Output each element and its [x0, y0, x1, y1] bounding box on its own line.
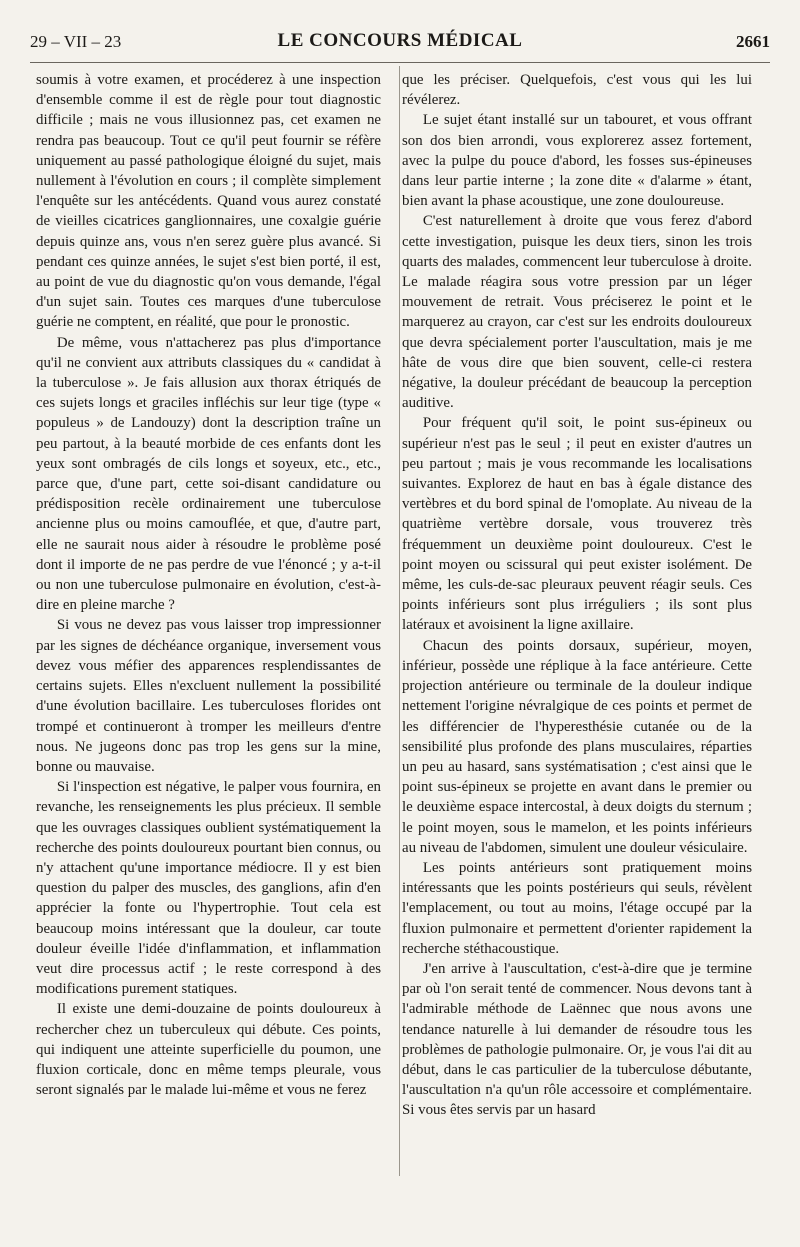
paragraph: Si l'inspection est négative, le palper vous fournira, en revanche, les renseignements les plus précieux. Il semble que les ouvrages classiques oublient systématiquement la recherche des points douloureux pourtant bien connus, ou n'y attachent qu'une importance médiocre. Il y est bien question du palper des muscles, des ganglions, afin d'en apprécier la fonte ou l'hypertrophie. Tout cela est beaucoup moins intéressant que la douleur, car toute douleur éveille l'idée d'inflammation, et inflammation veut dire processus actif ; le reste correspond à des modifications purement statiques.	[36, 779, 381, 998]
header-rule	[30, 62, 770, 63]
paragraph: C'est naturellement à droite que vous ferez d'abord cette investigation, puisque les deux tiers, sinon les trois quarts des malades, commencent leur tuberculose à droite. Le malade réagira sous votre pression par un léger mouvement de retrait. Vous préciserez le point et le marquerez au crayon, car c'est sur les endroits douloureux que devra spécialement porter l'auscultation, mais je me hâte de vous dire que bien souvent, celle-ci restera négative, la douleur précédant de beaucoup la perception auditive.	[402, 213, 752, 412]
page-number: 2661	[736, 32, 770, 51]
paragraph: que les préciser. Quelquefois, c'est vous qui les lui révélerez.	[402, 72, 752, 109]
page-header	[30, 28, 770, 62]
paragraph: Chacun des points dorsaux, supérieur, moyen, inférieur, possède une réplique à la face antérieure. Cette projection antérieure ou terminale de la douleur indique nettement l'origine névralgique de ces points et permet de les différencier de l'hyperesthésie cutanée ou de la sensibilité plus profonde des plans musculaires, réparties un peu au hasard, sans systématisation ; c'est ainsi que le point sus-épineux se projette en avant dans le premier ou le deuxième espace intercostal, à deux doigts du sternum ; le point moyen, sous le mamelon, et les points inférieurs au niveau de l'abdomen, simulent une douleur vésiculaire.	[402, 637, 752, 856]
right-column	[402, 70, 752, 1121]
column-divider	[399, 66, 400, 1176]
paragraph: soumis à votre examen, et procéderez à une inspection d'ensemble comme il est de règle pour tout diagnostic difficile ; mais ne vous illusionnez pas, cet examen ne rendra pas beaucoup. Tout ce qu'il peut fournir se réfère uniquement au passé pathologique éloigné du sujet, mais nullement à l'évolution en cours ; il complète simplement l'enquête sur les antécédents. Quand vous aurez constaté de vieilles cicatrices ganglionnaires, une coxalgie guérie depuis quinze ans, vous n'en serez guère plus avancé. Si pendant ces quinze années, le sujet s'est bien porté, il est, au point de vue du diagnostic qu'on vous demande, l'égal d'un sujet sain. Toutes ces marques d'une tuberculose guérie ne comptent, en réalité, que pour le pronostic.	[36, 72, 381, 331]
paragraph: J'en arrive à l'auscultation, c'est-à-dire que je termine par où l'on serait tenté de commencer. Nous devons tant à l'admirable méthode de Laënnec que nous avons une tendance naturelle à lui demander de résoudre tous les problèmes de pathologie pulmonaire. Or, je vous l'ai dit au début, dans le cas particulier de la tuberculose débutante, l'auscultation n'a qu'un rôle accessoire et complémentaire. Si vous êtes servis par un hasard	[402, 960, 752, 1119]
paragraph: Les points antérieurs sont pratiquement moins intéressants que les points postérieurs qui seuls, révèlent l'emplacement, ou tout au moins, l'étage occupé par la fluxion pulmonaire et permettent d'orienter rapidement la recherche stéthacoustique.	[402, 859, 752, 957]
paragraph: Le sujet étant installé sur un tabouret, et vous offrant son dos bien arrondi, vous explorerez assez fortement, avec la pulpe du pouce d'abord, les fosses sus-épineuses dans leur partie interne ; la zone dite « d'alarme » étant, bien avant la phase acoustique, une zone douloureuse.	[402, 112, 752, 210]
journal-title: LE CONCOURS MÉDICAL	[277, 30, 523, 51]
paragraph: Si vous ne devez pas vous laisser trop impressionner par les signes de déchéance organique, inversement vous devez vous méfier des apparences resplendissantes de certains sujets. Elles n'excluent nullement la possibilité d'une évolution bacillaire. Les tuberculoses florides ont trompé et continueront à tromper les meilleurs d'entre nous. Ne jugeons donc pas trop les gens sur la mine, bonne ou mauvaise.	[36, 617, 381, 775]
left-column	[36, 70, 381, 1100]
paragraph: De même, vous n'attacherez pas plus d'importance qu'il ne convient aux attributs classiques du « candidat à la tuberculose ». Je fais allusion aux thorax étriqués de ces sujets longs et graciles infléchis sur leur tige (type « populeus » de Landouzy) dont la description traîne un peu partout, à la beauté morbide de ces enfants dont les yeux sont ombragés de cils longs et soyeux, etc., etc., parce que, d'une part, cette soi-disant candidature ou prédisposition recèle ordinairement une tuberculose ancienne plus ou moins camouflée, et que, d'autre part, elle ne saurait nous aider à résoudre le problème posé dont il importe de ne pas perdre de vue l'énoncé ; y a-t-il ou non une tuberculose pulmonaire en évolution, c'est-à-dire en pleine marche ?	[36, 334, 381, 614]
issue-date: 29 – VII – 23	[30, 32, 122, 51]
paragraph: Pour fréquent qu'il soit, le point sus-épineux ou supérieur n'est pas le seul ; il peut en exister d'autres un peu partout ; mais je vous recommande les localisations suivantes. Explorez de haut en bas à égale distance des vertèbres et du bord spinal de l'omoplate. Au niveau de la quatrième vertèbre dorsale, vous trouverez très fréquemment un deuxième point douloureux. C'est le point moyen ou scissural qui peut exister isolément. De même, les culs-de-sac pleuraux peuvent réagir seuls. Ces points inférieurs sont plus irréguliers ; ils sont plus latéraux et avoisinent la ligne axillaire.	[402, 415, 752, 634]
paragraph: Il existe une demi-douzaine de points douloureux à rechercher chez un tuberculeux qui débute. Ces points, qui indiquent une atteinte superficielle du poumon, une fluxion corticale, donc en même temps pleurale, vous seront signalés par le malade lui-même et vous ne ferez	[36, 1001, 381, 1099]
